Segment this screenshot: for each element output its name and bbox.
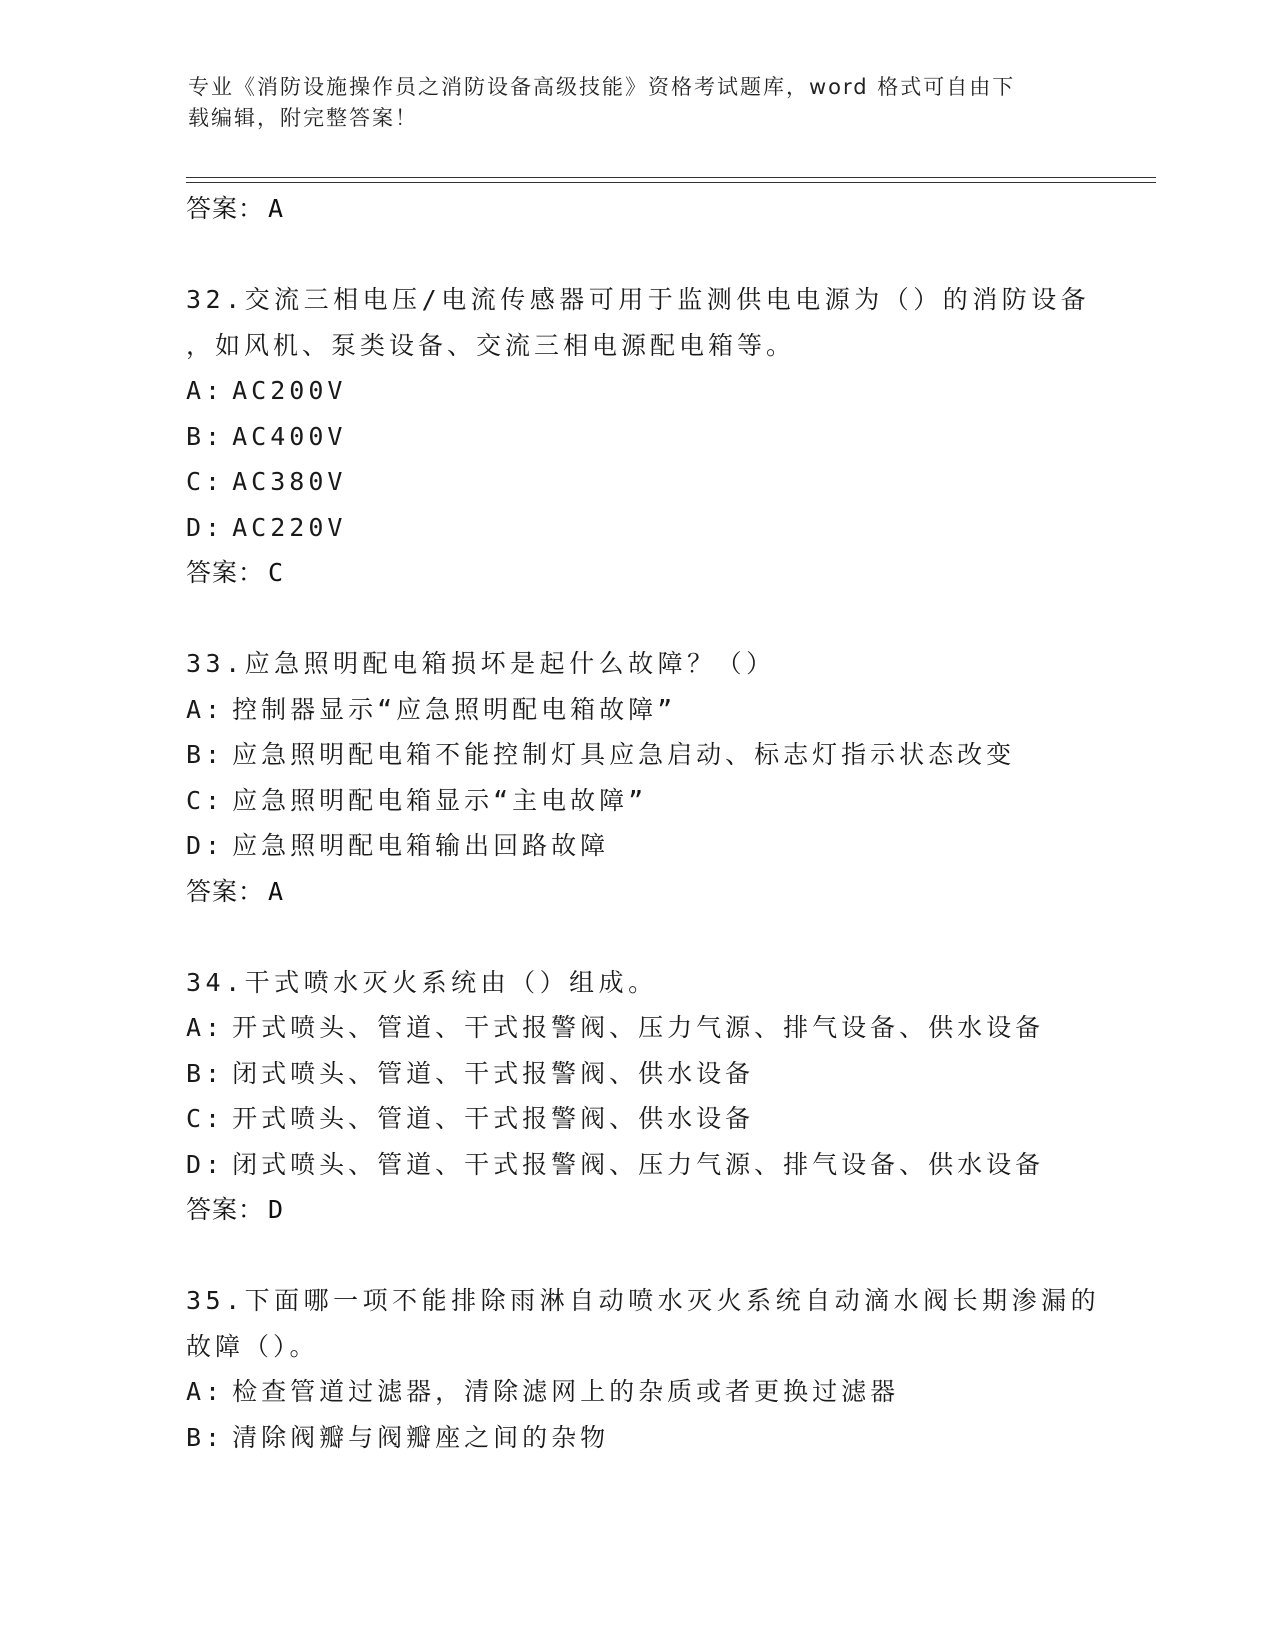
option-key: C: <box>186 785 225 815</box>
option-text: AC400V <box>232 421 347 451</box>
option-key: B: <box>186 421 225 451</box>
option-text: 闭式喷头、管道、干式报警阀、压力气源、排气设备、供水设备 <box>232 1149 1045 1179</box>
option-c <box>186 1096 1086 1142</box>
question-34 <box>186 960 1086 1234</box>
option-a <box>186 1369 1086 1415</box>
question-33 <box>186 641 1086 915</box>
option-text: 闭式喷头、管道、干式报警阀、供水设备 <box>232 1058 755 1088</box>
answer-label: 答案： <box>186 194 265 223</box>
header-divider-bottom <box>186 182 1156 183</box>
option-text: 应急照明配电箱不能控制灯具应急启动、标志灯指示状态改变 <box>232 740 1016 769</box>
option-d <box>186 823 1086 869</box>
question-32 <box>186 277 1091 596</box>
option-a <box>186 368 1086 414</box>
option-key: B: <box>186 740 225 769</box>
option-a <box>186 687 1086 733</box>
question-stem-continued: ，如风机、泵类设备、交流三相电源配电箱等。 <box>186 330 796 360</box>
answer-line <box>186 550 1086 596</box>
option-text: 应急照明配电箱显示“主电故障” <box>232 785 648 815</box>
option-key: B: <box>186 1422 225 1452</box>
answer-value: C <box>268 558 285 587</box>
option-key: D: <box>186 831 225 860</box>
question-stem: 32.交流三相电压/电流传感器可用于监测供电电源为（）的消防设备 <box>186 285 1091 314</box>
question-stem: 33.应急照明配电箱损坏是起什么故障？（） <box>186 649 776 678</box>
option-text: AC200V <box>232 376 347 405</box>
question-stem: 34.干式喷水灭火系统由（）组成。 <box>186 967 658 997</box>
answer-value: D <box>268 1195 285 1224</box>
option-b <box>186 1415 1086 1461</box>
option-a <box>186 1005 1086 1051</box>
answer-value: A <box>268 194 285 223</box>
option-key: A: <box>186 694 225 724</box>
option-c <box>186 459 1086 505</box>
option-key: D: <box>186 1149 225 1179</box>
option-text: AC380V <box>232 467 347 496</box>
option-d <box>186 1142 1086 1188</box>
option-key: C: <box>186 467 225 496</box>
answer-value: A <box>268 876 285 906</box>
option-key: A: <box>186 376 225 405</box>
header-line-2: 载编辑，附完整答案！ <box>188 106 418 130</box>
option-key: A: <box>186 1013 225 1042</box>
option-key: A: <box>186 1377 225 1406</box>
option-text: 开式喷头、管道、干式报警阀、压力气源、排气设备、供水设备 <box>232 1013 1045 1042</box>
option-b <box>186 1051 1086 1097</box>
answer-line <box>186 186 1086 232</box>
option-key: B: <box>186 1058 225 1088</box>
answer-label: 答案： <box>186 558 265 587</box>
document-header <box>188 72 1068 134</box>
question-35 <box>186 1278 1101 1460</box>
option-text: 开式喷头、管道、干式报警阀、供水设备 <box>232 1104 755 1133</box>
option-text: 清除阀瓣与阀瓣座之间的杂物 <box>232 1422 610 1452</box>
header-divider-top <box>186 177 1156 178</box>
header-line-1: 专业《消防设施操作员之消防设备高级技能》资格考试题库，word 格式可自由下 <box>188 75 1016 99</box>
option-b <box>186 414 1086 460</box>
option-text: 应急照明配电箱输出回路故障 <box>232 831 610 860</box>
question-list <box>186 186 1101 1460</box>
option-c <box>186 778 1086 824</box>
option-b <box>186 732 1086 778</box>
question-stem: 35.下面哪一项不能排除雨淋自动喷水灭火系统自动滴水阀长期渗漏的 <box>186 1286 1101 1315</box>
answer-line <box>186 1187 1086 1233</box>
option-text: 控制器显示“应急照明配电箱故障” <box>232 694 677 724</box>
answer-label: 答案： <box>186 1195 265 1224</box>
answer-label: 答案： <box>186 876 265 906</box>
option-text: AC220V <box>232 512 347 542</box>
answer-line <box>186 869 1086 915</box>
option-text: 检查管道过滤器，清除滤网上的杂质或者更换过滤器 <box>232 1377 900 1406</box>
question-stem-continued: 故障（）。 <box>186 1331 319 1361</box>
option-d <box>186 505 1086 551</box>
option-key: D: <box>186 512 225 542</box>
option-key: C: <box>186 1104 225 1133</box>
